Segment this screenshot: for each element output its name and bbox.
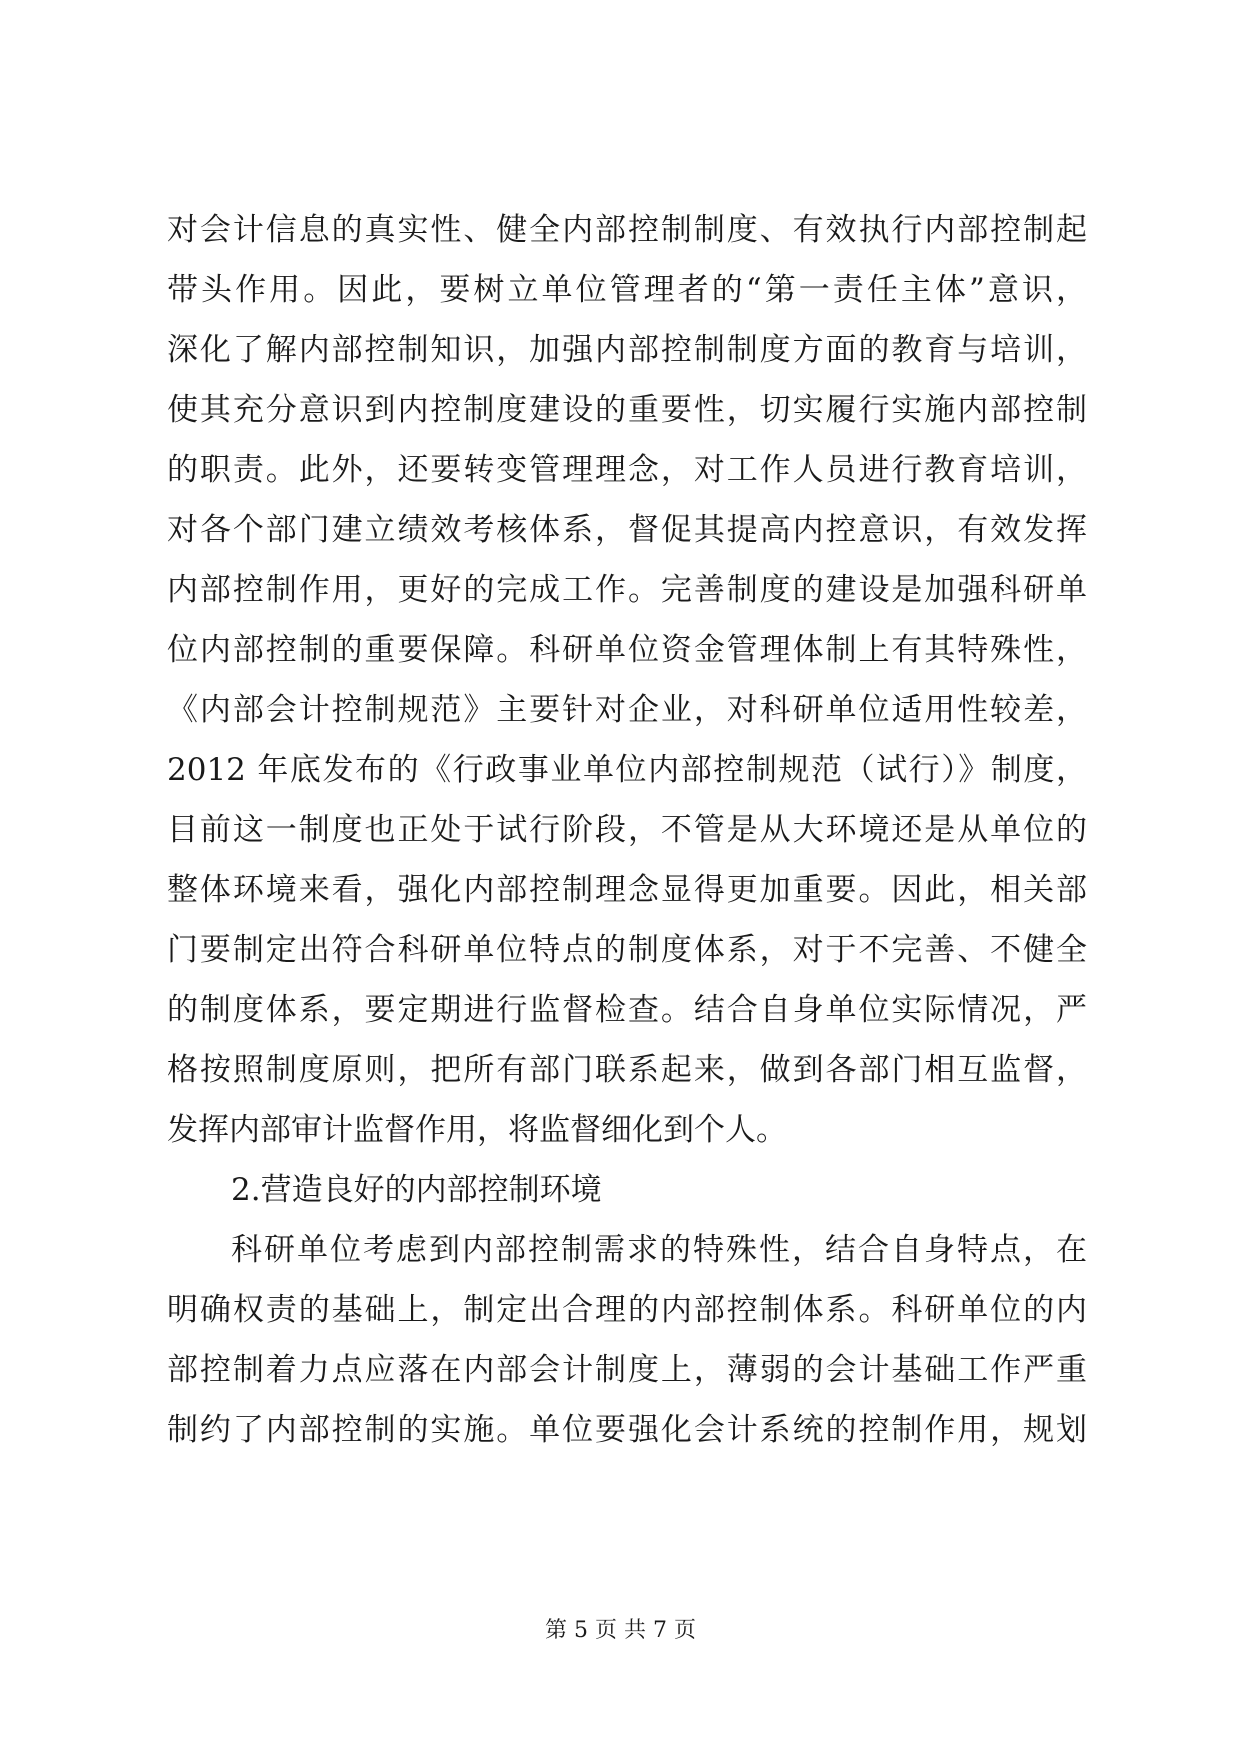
body-text-line: 带头作用。因此，要树立单位管理者的“第一责任主体”意识， [167,272,1087,308]
body-text-line: 对会计信息的真实性、健全内部控制制度、有效执行内部控制起 [167,212,1087,248]
body-text-line: 深化了解内部控制知识，加强内部控制制度方面的教育与培训， [167,332,1087,368]
page-number-footer: 第 5 页 共 7 页 [545,1618,696,1643]
section-heading: 2.营造良好的内部控制环境 [231,1172,602,1208]
body-text-line: 2012 年底发布的《行政事业单位内部控制规范（试行）》制度， [167,752,1087,788]
body-text-line: 目前这一制度也正处于试行阶段，不管是从大环境还是从单位的 [167,812,1087,848]
body-text-line: 格按照制度原则，把所有部门联系起来，做到各部门相互监督， [167,1052,1087,1088]
body-text-line: 位内部控制的重要保障。科研单位资金管理体制上有其特殊性， [167,632,1087,668]
body-text-line: 对各个部门建立绩效考核体系，督促其提高内控意识，有效发挥 [167,512,1087,548]
body-text-line: 制约了内部控制的实施。单位要强化会计系统的控制作用，规划 [167,1412,1087,1448]
body-text-line: 门要制定出符合科研单位特点的制度体系，对于不完善、不健全 [167,932,1087,968]
body-text-line: 发挥内部审计监督作用，将监督细化到个人。 [167,1112,787,1148]
body-text-line: 明确权责的基础上，制定出合理的内部控制体系。科研单位的内 [167,1292,1087,1328]
body-text-line: 《内部会计控制规范》主要针对企业，对科研单位适用性较差， [167,692,1087,728]
body-text-line: 科研单位考虑到内部控制需求的特殊性，结合自身特点，在 [231,1232,1087,1268]
body-text-line: 部控制着力点应落在内部会计制度上，薄弱的会计基础工作严重 [167,1352,1087,1388]
body-text-line: 内部控制作用，更好的完成工作。完善制度的建设是加强科研单 [167,572,1087,608]
body-text-line: 的制度体系，要定期进行监督检查。结合自身单位实际情况，严 [167,992,1087,1028]
body-text-line: 整体环境来看，强化内部控制理念显得更加重要。因此，相关部 [167,872,1087,908]
body-text-line: 使其充分意识到内控制度建设的重要性，切实履行实施内部控制 [167,392,1087,428]
body-text-line: 的职责。此外，还要转变管理理念，对工作人员进行教育培训， [167,452,1087,488]
